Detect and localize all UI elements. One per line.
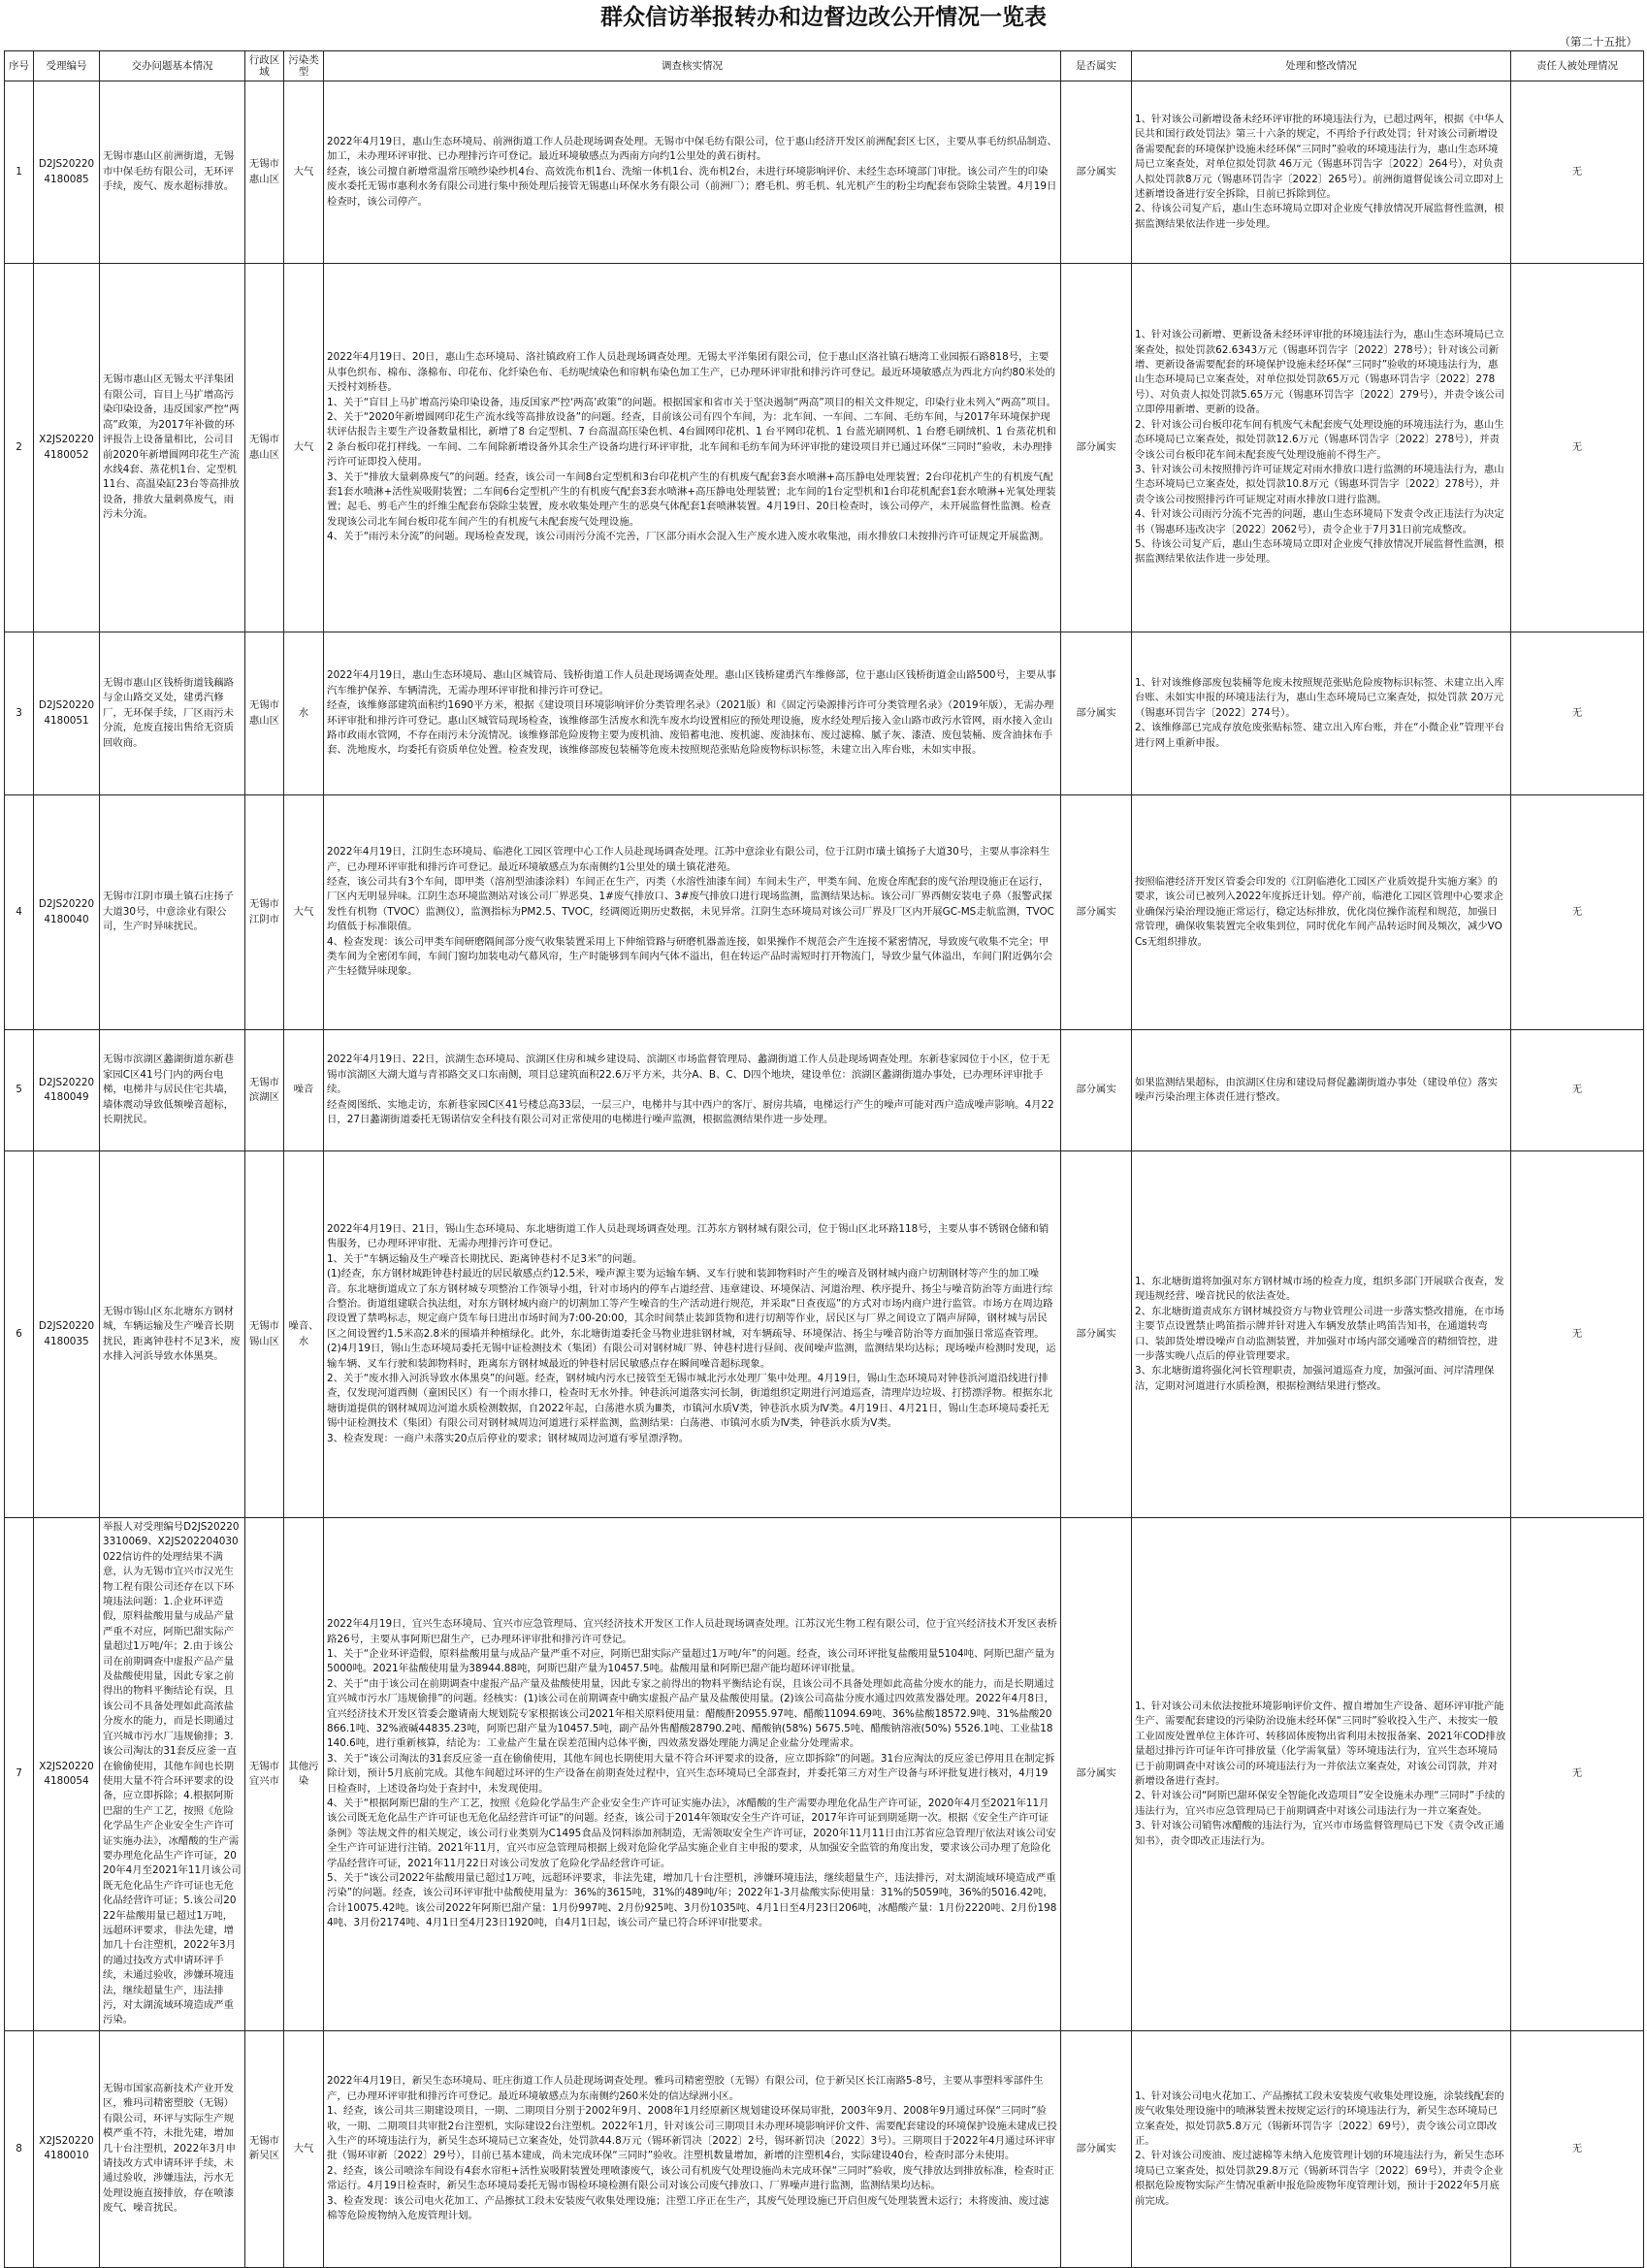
cell-no: 6	[5, 1151, 34, 1518]
cell-investigation: 2022年4月19日，惠山生态环境局、惠山区城管局、钱桥街道工作人员赴现场调查处理。惠山区钱桥建勇汽车维修部，位于惠山区钱桥街道金山路500号，主要从事汽车维护保养、车辆清洗，无需办理环评审批和排污许可登记。 经查，该维修部建筑面积约1690平方米，根据《建设项目环境影响评价分类管理名录》（2021版）和《固定污染源排污许可分类管理名录》（2019年版），无需办理环评审批和排污许可登记。惠山区城管局现场检查，该维修部生活废水和洗车废水均设置相应的预处理设施，废水经处理后接入金山路市政污水管网，雨水接入金山路市政雨水管网，不存在雨污未分流情况。该维修部危险废物主要为废机油、废铅蓄电池、废机滤、废油抹布、废过滤棉、腻子灰、漆渣、废包装桶、废含油抹布手套、洗地废水，均委托有资质单位处置。检查发现，该维修部废包装桶等危废未按照规范张贴危险废物标识标签，未建立出入库台账，未如实申报。	[324, 632, 1061, 795]
cell-verified: 部分属实	[1061, 1030, 1132, 1151]
cell-handling: 1、针对该公司电火花加工、产品擦拭工段未安装废气收集处理设施，涂装线配套的废气收集处理设施中的喷淋装置未按规定运行的环境违法行为，新吴生态环境局已立案查处，拟处罚款5.8万元（锡新环罚告字〔2022〕69号），责令该公司立即改正。 2、针对该公司废油、废过滤棉等未纳入危废管理计划的环境违法行为，新吴生态环境局已立案查处，拟处罚款29.8万元（锡新环罚告字〔2022〕69号），并责令企业根据危险废物实际产生情况重新申报危险废物年度管理计划，预计于2022年5月底前完成。	[1132, 2030, 1511, 2267]
cell-verified: 部分属实	[1061, 2030, 1132, 2267]
header-responsible: 责任人被处理情况	[1511, 51, 1644, 81]
table-row	[5, 264, 1644, 632]
cell-region: 无锡市惠山区	[245, 81, 284, 264]
cell-issue: 无锡市江阴市璜土镇石庄扬子大道30号，中意涂业有限公司，生产时异味扰民。	[100, 795, 245, 1030]
cell-no: 7	[5, 1518, 34, 2031]
cell-code: D2JS202204180035	[34, 1151, 100, 1518]
cell-responsible: 无	[1511, 795, 1644, 1030]
header-handling: 处理和整改情况	[1132, 51, 1511, 81]
disclosure-table	[4, 50, 1644, 2268]
table-row	[5, 1151, 1644, 1518]
cell-code: D2JS202204180051	[34, 632, 100, 795]
cell-verified: 部分属实	[1061, 1518, 1132, 2031]
cell-no: 4	[5, 795, 34, 1030]
header-type: 污染类型	[284, 51, 324, 81]
page-title: 群众信访举报转办和边督边改公开情况一览表	[600, 4, 1047, 30]
cell-handling: 1、针对该公司未依法按批环境影响评价文件、擅自增加生产设备、超环评审批产能生产、需要配套建设的污染防治设施未经环保“三同时”验收投入生产、未按实一般工业固废处置单位主体许可、转移固体废物出省利用未按报备案、2021年COD排放量超过排污许可证年许可排放量（化学需氧量）等环境违法行为，宜兴生态环境局已于前期调查中对该公司的环境违法行为一并依法立案查处，对该公司罚款，并对新增设备进行查封。 2、针对该公司“阿斯巴甜环保安全智能化改造项目”安全设施未办理“三同时”手续的违法行为，宜兴市应急管理局已于前期调查中对该公司违法行为一并立案查处。 3、针对该公司销售冰醋酸的违法行为，宜兴市市场监督管理局已下发《责令改正通知书》，责令即改正违法行为。	[1132, 1518, 1511, 2031]
cell-issue: 无锡市国家高新技术产业开发区，雅玛司精密塑胶（无锡）有限公司，环评与实际生产规模严重不符，未批先建，增加几十台注塑机，2022年3月申请技改方式申请环评手续，未通过验收，涉嫌违法，污水无处理设施直接排放，存在喷漆废气、噪音扰民。	[100, 2030, 245, 2267]
cell-region: 无锡市江阴市	[245, 795, 284, 1030]
table-row	[5, 632, 1644, 795]
cell-verified: 部分属实	[1061, 795, 1132, 1030]
cell-responsible: 无	[1511, 81, 1644, 264]
table-row	[5, 81, 1644, 264]
cell-region: 无锡市滨湖区	[245, 1030, 284, 1151]
cell-investigation: 2022年4月19日，惠山生态环境局、前洲街道工作人员赴现场调查处理。无锡市中保毛纺有限公司，位于惠山经济开发区前洲配套区七区，主要从事毛纺织品制造、加工，未办理环评审批、已办理排污许可登记。最近环境敏感点为西南方向约1公里处的黄石街村。 经查，该公司擅自新增常温常压喷纱染纱机4台、高效洗布机1台、洗缩一体机1台、洗布机2台，未进行环境影响评价、未经生态环境部门审批。该公司产生的印染废水委托无锡市惠利水务有限公司进行集中预处理后接管无锡惠山环保水务有限公司（前洲厂）；磨毛机、剪毛机、轧光机产生的粉尘均配套布袋除尘装置。4月19日检查时，该公司停产。	[324, 81, 1061, 264]
cell-issue: 无锡市锡山区东北塘东方钢材城，车辆运输及生产噪音长期扰民，距离钟巷村不足3米，废水排入河浜导致水体黑臭。	[100, 1151, 245, 1518]
table-row	[5, 795, 1644, 1030]
cell-code: X2JS202204180054	[34, 1518, 100, 2031]
cell-no: 1	[5, 81, 34, 264]
table-header-row	[5, 51, 1644, 81]
cell-type: 水	[284, 632, 324, 795]
cell-issue: 无锡市惠山区前洲街道，无锡市中保毛纺有限公司，无环评手续，废气、废水超标排放。	[100, 81, 245, 264]
cell-code: X2JS202204180010	[34, 2030, 100, 2267]
cell-type: 大气	[284, 81, 324, 264]
cell-investigation: 2022年4月19日、21日，锡山生态环境局、东北塘街道工作人员赴现场调查处理。江苏东方钢材城有限公司，位于锡山区北环路118号，主要从事不锈钢仓储和销售服务，已办理环评审批、无需办理排污许可登记。 1、关于“车辆运输及生产噪音长期扰民、距离钟巷村不足3米”的问题。 (1)经查，东方钢材城距钟巷村最近的居民敏感点约12.5米，噪声源主要为运输车辆、叉车行驶和装卸物料时产生的噪音及钢材城内商户切割钢材等产生的加工噪音。东北塘街道成立了东方钢材城专项整治工作领导小组，针对市场内的停车占道经营、违章建设、环境保洁、河道治理、秩序提升、扬尘与噪音防治等方面进行综合整治。街道组建联合执法组，对东方钢材城内商户的切割加工等产生噪音的生产活动进行规范，并采取“日查夜巡”的方式对市场内商户进行监管。市场方在周边路段设置了禁鸣标志，规定商户货车每日进出市场时间为7:00-20:00，其余时间禁止装卸货物和进行切割等作业，居民区与厂界之间设立了隔声屏障，钢材城与居民区之间设置约1.5米高2.8米的围墙并种植绿化。此外，东北塘街道委托金马物业进驻钢材城，对车辆疏导、环境保洁、扬尘与噪音防治等方面加强日常巡查管理。 (2)4月19日，锡山生态环境局委托无锡中证检测技术（集团）有限公司对钢材城厂界、钟巷村进行昼间、夜间噪声监测，监测结果均达标；现场噪声检测时发现，运输车辆、叉车行驶和装卸物料时，距离东方钢材城最近的钟巷村居民敏感点存在瞬间噪音超标现象。 2、关于“废水排入河浜导致水体黑臭”的问题。经查，钢材城内污水已接管至无锡市城北污水处理厂集中处理。4月19日，锡山生态环境局对钟巷浜河道沿线进行排查，仅发现河道西侧（童困民区）有一个雨水排口，检查时无水外排。钟巷浜河道落实河长制，街道组织定期进行河道巡查，清理岸边垃圾、打捞漂浮物。根据东北塘街道提供的钢材城周边河道水质检测数据，自2022年起，白荡港水质为Ⅲ类，市镇河水质Ⅴ类，钟巷浜水质为Ⅳ类。4月19日、4月21日，锡山生态环境局委托无锡中证检测技术（集团）有限公司对钢材城周边河道进行采样监测，监测结果：白荡港、市镇河水质为Ⅳ类，钟巷浜水质为Ⅴ类。 3、检查发现：一商户未落实20点后停业的要求；钢材城周边河道有零星漂浮物。	[324, 1151, 1061, 1518]
cell-region: 无锡市锡山区	[245, 1151, 284, 1518]
cell-code: D2JS202204180049	[34, 1030, 100, 1151]
cell-responsible: 无	[1511, 2030, 1644, 2267]
cell-region: 无锡市惠山区	[245, 632, 284, 795]
cell-issue: 无锡市惠山区无锡太平洋集团有限公司，盲目上马扩增高污染印染设备，违反国家严控“两高”政策，为2017年补做的环评报告上设备量相比，公司目前2020年新增圆网印花生产流水线4套、蒸花机1台、定型机11台、高温染缸23台等高排放设备，排放大量刺鼻废气，雨污未分流。	[100, 264, 245, 632]
table-row	[5, 1030, 1644, 1151]
cell-no: 5	[5, 1030, 34, 1151]
table-row	[5, 2030, 1644, 2267]
header-investigation: 调查核实情况	[324, 51, 1061, 81]
cell-region: 无锡市新吴区	[245, 2030, 284, 2267]
cell-issue: 无锡市滨湖区蠡湖街道东新巷家园C区41号门内的两台电梯，电梯井与居民住宅共墙，墙体震动导致低频噪音超标，长期扰民。	[100, 1030, 245, 1151]
cell-investigation: 2022年4月19日、22日，滨湖生态环境局、滨湖区住房和城乡建设局、滨湖区市场监督管理局、蠡湖街道工作人员赴现场调查处理。东新巷家园位于小区，位于无锡市滨湖区大湖大道与青祁路交叉口东南侧，项目总建筑面积22.6万平方米，共分A、B、C、D四个地块，建设单位：滨湖区蠡湖街道办事处，已办理环评审批手续。 经查阅图纸、实地走访，东新巷家园C区41号楼总高33层，一层三户，电梯井与其中西户的客厅、厨房共墙，电梯运行产生的噪声可能对西户造成噪声影响。4月22日，27日蠡湖街道委托无锡诺信安全科技有限公司对正常使用的电梯进行噪声监测，根据监测结果作进一步处理。	[324, 1030, 1061, 1151]
cell-no: 3	[5, 632, 34, 795]
cell-handling: 按照临港经济开发区管委会印发的《江阴临港化工园区产业质效提升实施方案》的要求，该公司已被列入2022年度拆迁计划。停产前，临港化工园区管理中心要求企业确保污染治理设施正常运行，稳定达标排放，优化岗位操作流程和规范，加强日常管理，确保收集装置完全收集到位，同时优化车间产品转运时间及频次，减少VOCs无组织排放。	[1132, 795, 1511, 1030]
cell-investigation: 2022年4月19日，新吴生态环境局、旺庄街道工作人员赴现场调查处理。雅玛司精密塑胶（无锡）有限公司，位于新吴区长江南路5-8号，主要从事塑料零部件生产，已办理环评审批和排污许可登记。最近环境敏感点为东南侧约260米处的信达绿洲小区。 1、经查，该公司共三期建设项目，一期、二期项目分别于2002年9月、2008年1月经原新区规划建设环保局审批，2003年9月、2008年9月通过环保“三同时”验收，一期、二期项目共审批2台注塑机，实际建设2台注塑机。2022年1月，针对该公司三期项目未办理环境影响评价文件、需要配套建设的环境保护设施未建成已投入生产的环境违法行为，新吴生态环境局已立案查处，处罚款44.8万元（锡环新罚决〔2022〕2号，锡环新罚决〔2022〕3号）。三期项目于2022年4月通过环评审批（锡环审新〔2022〕29号），目前已基本建成，尚未完成环保“三同时”验收。注塑机数量增加，新增的注塑机4台，实际建设40台，检查时部分未使用。 2、经查，该公司喷涂车间设有4套水帘柜+活性炭吸附装置处理喷漆废气，该公司有机废气处理设施尚未完成环保“三同时”验收，废气排放达到排放标准，检查时正常运行。4月19日检查时，新吴生态环境局委托无锡市锡检环境检测有限公司对该公司废气排放口、厂界噪声进行监测，监测结果均达标。 3、检查发现：该公司电火花加工、产品擦拭工段未安装废气收集处理设施；注塑工序正在生产，其废气处理设施已开启但废气处理装置未运行；未将废油、废过滤棉等危险废物纳入危废管理计划。	[324, 2030, 1061, 2267]
cell-type: 大气	[284, 795, 324, 1030]
cell-handling: 如果监测结果超标，由滨湖区住房和建设局督促蠡湖街道办事处（建设单位）落实噪声污染治理主体责任进行整改。	[1132, 1030, 1511, 1151]
cell-responsible: 无	[1511, 1518, 1644, 2031]
header-region: 行政区域	[245, 51, 284, 81]
cell-verified: 部分属实	[1061, 632, 1132, 795]
cell-issue: 举报人对受理编号D2JS202203310069、X2JS202204030022信访件的处理结果不满意，认为无锡市宜兴市汉光生物工程有限公司还存在以下环境违法问题：1.企业环评造假，原料盐酸用量与成品产量严重不对应，阿斯巴甜实际产量超过1万吨/年；2.由于该公司在前期调查中虚报产品产量及盐酸使用量，因此专家之前得出的物料平衡结论有误，且该公司不具备处理如此高浓盐分废水的能力，而是长期通过宜兴城市污水厂违规偷排；3.该公司淘汰的31套反应釜一直在偷偷使用，其他车间也长期使用大量不符合环评要求的设备，应立即拆除；4.根据阿斯巴甜的生产工艺，按照《危险化学品生产企业安全生产许可证实施办法》，冰醋酸的生产需要办理危化品生产许可证，2020年4月至2021年11月该公司既无危化品生产许可证也无危化品经营许可证；5.该公司2022年盐酸用量已超过1万吨，远超环评要求，非法先建，增加几十台注塑机，2022年3月的通过技改方式申请环评手续，未通过验收，涉嫌环境违法，继续超量生产，违法排污，对太湖流域环境造成严重污染。	[100, 1518, 245, 2031]
cell-region: 无锡市惠山区	[245, 264, 284, 632]
cell-investigation: 2022年4月19日，宜兴生态环境局、宜兴市应急管理局、宜兴经济技术开发区工作人员赴现场调查处理。江苏汉光生物工程有限公司，位于宜兴经济技术开发区表桥路26号，主要从事阿斯巴甜生产，已办理环评审批和排污许可登记。 1、关于“企业环评造假，原料盐酸用量与成品产量严重不对应，阿斯巴甜实际产量超过1万吨/年”的问题。经查，该公司环评批复盐酸用量5104吨、阿斯巴甜产量为5000吨。2021年盐酸使用量为38944.88吨，阿斯巴甜产量为10457.5吨。盐酸用量和阿斯巴甜产能均超环评审批量。 2、关于“由于该公司在前期调查中虚报产品产量及盐酸使用量，因此专家之前得出的物料平衡结论有误，且该公司不具备处理如此高盐分废水的能力，而是长期通过宜兴城市污水厂违规偷排”的问题。经核实：(1)该公司在前期调查中确实虚报产品产量及盐酸使用量。(2)该公司高盐分废水通过四效蒸发器处理。2022年4月8日，宜兴经济技术开发区管委会邀请南大规划院专家根据该公司2021年相关原料使用量：醋酸酐20955.97吨、醋酸11094.69吨、36%盐酸18572.9吨、31%盐酸20866.1吨、32%液碱44835.23吨，阿斯巴甜产量为10457.5吨，副产品外售醋酸28790.2吨、醋酸钠(58%) 5675.5吨、醋酸钠溶液(50%) 5526.1吨、工业盐18140.6吨，进行重新核算，结论为：工业盐产生量在误差范围内总体平衡，四效蒸发器处理能力满足企业盐分处理需求。 3、关于“该公司淘汰的31套反应釜一直在偷偷使用，其他车间也长期使用大量不符合环评要求的设备，应立即拆除”的问题。31台应淘汰的反应釜已停用且在制定拆除计划，预计5月底前完成。其他车间超过环评的生产设备在前期查处过程中，宜兴生态环境局已全部查封，并委托第三方对生产设备与环评批复进行核对，4月19日检查时，上述设备均处于查封中，未发现使用。 4、关于“根据阿斯巴甜的生产工艺，按照《危险化学品生产企业安全生产许可证实施办法》，冰醋酸的生产需要办理危化品生产许可证，2020年4月至2021年11月该公司既无危化品生产许可证也无危化品经营许可证”的问题。经查，该公司于2014年领取安全生产许可证，2017年许可证到期延期一次。根据《安全生产许可证条例》等法规文件的相关规定，该公司行业类别为C1495食品及饲料添加剂制造，无需领取安全生产许可证，2020年11月11日由江苏省应急管理厅依法对该公司安全生产许可证进行注销。2021年11月，宜兴市应急管理局根据上级对危险化学品实施企业自主申报的要求，从加强安全监管的角度出发，要求该公司办理了危险化学品经营许可证，2021年11月22日对该公司发放了危险化学品经营许可证。 5、关于“该公司2022年盐酸用量已超过1万吨，远超环评要求，非法先建，增加几十台注塑机，涉嫌环境违法，继续超量生产，违法排污，对太湖流域环境造成严重污染”的问题。经查，该公司环评审批中盐酸使用量为：36%的3615吨，31%的489吨/年；2022年1-3月盐酸实际使用量：31%的5059吨，36%的5016.42吨，合计10075.42吨。该公司2022年阿斯巴甜产量：1月份997吨、2月份925吨、3月份1035吨、4月1日至4月23日206吨，冰醋酸产量：1月份2220吨、2月份1984吨、3月份2174吨、4月1日至4月23日1920吨，自4月1日起，该公司产量已符合环评审批要求。	[324, 1518, 1061, 2031]
cell-handling: 1、针对该公司新增、更新设备未经环评审批的环境违法行为，惠山生态环境局已立案查处，拟处罚款62.6343万元（锡惠环罚告字〔2022〕278号）；针对该公司新增、更新设备需要配套的环境保护设施未经环保“三同时”验收的环境违法行为，惠山生态环境局已立案查处，对单位拟处罚款65万元（锡惠环罚告字〔2022〕278号）、对负责人拟处罚款5.65万元（锡惠环罚告字〔2022〕279号），并责令该公司立即停用新增、更新的设备。 2、针对该公司台板印花车间有机废气未配套废气处理设施的环境违法行为，惠山生态环境局已立案查处，拟处罚款12.6万元（锡惠环罚告字〔2022〕278号），并责令该公司台板印花车间未配套废气处理设施前不得生产。 3、针对该公司未按照排污许可证规定对雨水排放口进行监测的环境违法行为，惠山生态环境局已立案查处，拟处罚款10.8万元（锡惠环罚告字〔2022〕278号），并责令该公司按照排污许可证规定对雨水排放口进行监测。 4、针对该公司雨污分流不完善的问题，惠山生态环境局下发责令改正违法行为决定书（锡惠环违改决字〔2022〕2062号），责令企业于7月31日前完成整改。 5、待该公司复产后，惠山生态环境局立即对企业废气排放情况开展监督性监测，根据监测结果依法作进一步处理。	[1132, 264, 1511, 632]
cell-type: 大气	[284, 2030, 324, 2267]
cell-investigation: 2022年4月19日，江阴生态环境局、临港化工园区管理中心工作人员赴现场调查处理。江苏中意涂业有限公司，位于江阴市璜土镇扬子大道30号，主要从事涂料生产，已办理环评审批和排污许可登记。最近环境敏感点为东南侧约1公里处的璜土镇花港苑。 经查，该公司共有3个车间，即甲类（溶剂型油漆涂料）车间正在生产，丙类（水溶性油漆车间）车间未生产，甲类车间、危废仓库配套的废气治理设施正在运行，厂区内无明显异味。江阴生态环境监测站对该公司厂界恶臭、1#废气排放口、3#废气排放口进行现场监测，监测结果达标。该公司厂界西侧安装电子鼻（报警武探发性有机物（TVOC）监测仪），监测指标为PM2.5、TVOC，经调阅近期历史数据，未见异常。江阴生态环境局对该公司厂界及厂区内开展GC-MS走航监测，TVOC均值低于标准限值。 4、检查发现：该公司甲类车间研磨隔间部分废气收集装置采用上下伸缩管路与研磨机器盖连接，如果操作不规范会产生连接不紧密情况，导致废气收集不完全；甲类车间为全密闭车间，车间门窗均加装电动气幕风帘，生产时能够到车间内气体不溢出，但在转运产品时需短时打开物流门，导致少量气体溢出，车间门附近偶尔会产生轻微异味现象。	[324, 795, 1061, 1030]
cell-responsible: 无	[1511, 1151, 1644, 1518]
cell-no: 8	[5, 2030, 34, 2267]
cell-responsible: 无	[1511, 264, 1644, 632]
cell-no: 2	[5, 264, 34, 632]
cell-responsible: 无	[1511, 632, 1644, 795]
cell-type: 噪音、水	[284, 1151, 324, 1518]
page	[4, 2, 1643, 2268]
cell-region: 无锡市宜兴市	[245, 1518, 284, 2031]
table-row	[5, 1518, 1644, 2031]
cell-verified: 部分属实	[1061, 1151, 1132, 1518]
header-verified: 是否属实	[1061, 51, 1132, 81]
cell-handling: 1、东北塘街道将加强对东方钢材城市场的检查力度，组织多部门开展联合夜查，发现违规经营、噪音扰民的依法查处。 2、东北塘街道责成东方钢材城投资方与物业管理公司进一步落实整改措施，在市场主要节点设置禁止鸣笛指示牌并针对进入车辆发放禁止鸣笛告知书，在通道转弯口、装卸货处增设噪声自动监测装置，并加强对市场内部交通噪音的精细管控，进一步落实晚八点后的停业管理要求。 3、东北塘街道将强化河长管理职责，加强河道巡查力度，加强河面、河岸清理保洁，定期对河道进行水质检测，根据检测结果进行整改。	[1132, 1151, 1511, 1518]
cell-verified: 部分属实	[1061, 264, 1132, 632]
cell-investigation: 2022年4月19日、20日，惠山生态环境局、洛社镇政府工作人员赴现场调查处理。无锡太平洋集团有限公司，位于惠山区洛社镇石塘湾工业园振石路818号，主要从事色织布、棉布、涤棉布、印花布、化纤染色布、毛纺呢绒染色和帘帆布染色加工生产，已办理环评审批和排污许可登记。最近环境敏感点为西北方向约80米处的天授村刘桥巷。 1、关于“盲目上马扩增高污染印染设备，违反国家严控‘两高’政策”的问题。根据国家和省市关于坚决遏制“两高”项目的相关文件规定，印染行业未列入“两高”项目。 2、关于“2020年新增圆网印花生产流水线等高排放设备”的问题。经查，目前该公司有四个车间，为：北车间、一车间、二车间、毛纺车间，与2017年环境保护现状评估报告主要生产设备数量相比，新增了8 台定型机、7 台高温高压染色机、4台圆网印花机、1 台平网印花机、1 台蓝光刷网机、1 台磨毛刷绒机、1 台蒸花机和 2 条台板印花打样线。一车间、二车间除新增设备外其余生产设备均进行环评审批，北车间和毛纺车间为环评审批的建设项目并已通过环保“三同时”验收，未办理排污许可证即投入使用。 3、关于“排放大量刺鼻废气”的问题。经查，该公司一车间8台定型机和3台印花机产生的有机废气配套3套水喷淋+高压静电处理装置；2台印花机产生的有机废气配套1套水喷淋+活性炭吸附装置；二车间6台定型机产生的有机废气配套3套水喷淋+高压静电处理装置；北车间的1台定型机和1台印花机配套1套水喷淋+光氧处理装置；起毛、剪毛产生的纤维尘配套布袋除尘装置，废水收集处理产生的恶臭气体配套1套喷淋装置。4月19日、20日检查时，该公司停产，未开展监督性监测。检查发现该公司北车间台板印花车间产生的有机废气未配套废气处理设施。 4、关于“雨污未分流”的问题。现场检查发现，该公司雨污分流不完善，厂区部分雨水会混入生产废水进入废水收集池，雨水排放口未按排污许可证规定开展监测。	[324, 264, 1061, 632]
cell-verified: 部分属实	[1061, 81, 1132, 264]
cell-issue: 无锡市惠山区钱桥街道钱藕路与金山路交叉处，建勇汽修厂，无环保手续，厂区雨污未分流，危废直接出售给无资质回收商。	[100, 632, 245, 795]
cell-type: 其他污染	[284, 1518, 324, 2031]
header-issue: 交办问题基本情况	[100, 51, 245, 81]
cell-code: X2JS202204180052	[34, 264, 100, 632]
cell-code: D2JS202204180040	[34, 795, 100, 1030]
cell-type: 噪音	[284, 1030, 324, 1151]
cell-handling: 1、针对该公司新增设备未经环评审批的环境违法行为，已超过两年，根据《中华人民共和国行政处罚法》第三十六条的规定，不再给予行政处罚；针对该公司新增设备需要配套的环境保护设施未经环保“三同时”验收的环境违法行为，惠山生态环境局已立案查处，对单位拟处罚款 46万元（锡惠环罚告字〔2022〕264号），对负责人拟处罚款8万元（锡惠环罚告字〔2022〕265号）。前洲街道督促该公司立即对上述新增设备进行安全拆除，目前已拆除到位。 2、待该公司复产后，惠山生态环境局立即对企业废气排放情况开展监督性监测，根据监测结果依法作进一步处理。	[1132, 81, 1511, 264]
cell-responsible: 无	[1511, 1030, 1644, 1151]
header-no: 序号	[5, 51, 34, 81]
cell-code: D2JS202204180085	[34, 81, 100, 264]
cell-handling: 1、针对该维修部废包装桶等危废未按照规范张贴危险废物标识标签、未建立出入库台账、未如实申报的环境违法行为，惠山生态环境局已立案查处，拟处罚款 20万元（锡惠环罚告字〔2022〕274号）。 2、该维修部已完成存放危废张贴标签、建立出入库台账，并在“小微企业”管理平台进行网上重新申报。	[1132, 632, 1511, 795]
header-code: 受理编号	[34, 51, 100, 81]
cell-type: 大气	[284, 264, 324, 632]
batch-label: （第二十五批）	[1559, 35, 1637, 49]
